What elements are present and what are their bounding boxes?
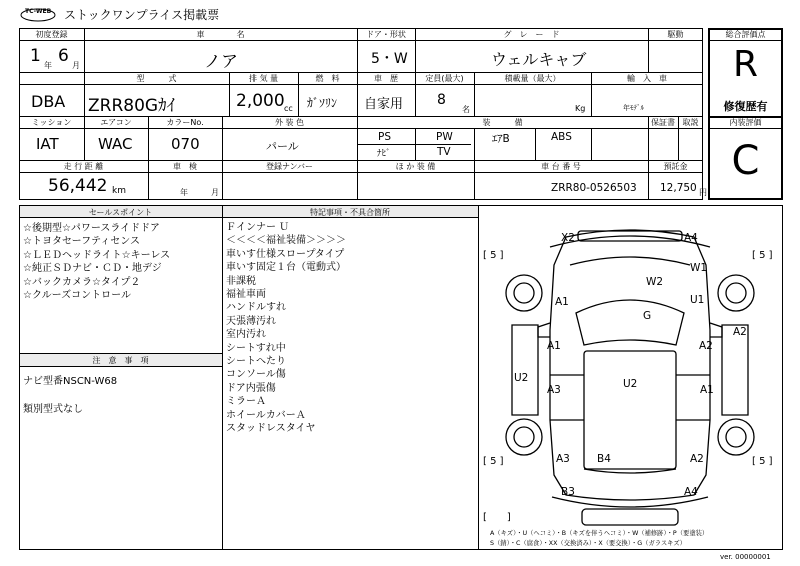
fuel-label: 燃 料 [315,74,340,83]
equipment-pw: PW [436,131,453,143]
notes-item: 類別型式なし [23,404,83,415]
list-item: ドア内張傷 [226,382,276,394]
model-prefix: DBA [31,92,66,111]
list-item: ☆後期型☆パワースライドドア [23,223,160,234]
first-reg-month: 6 [58,46,69,66]
damage-b4: B4 [597,453,611,465]
capacity-unit: 名 [462,105,470,114]
list-item: 室内汚れ [226,329,266,341]
list-item: スタッドレスタイヤ [226,423,316,434]
chassis-number: ZRR80-0526503 [551,182,637,194]
list-item: 福祉車両 [226,289,266,300]
capacity-label: 定員(最大) [425,74,464,83]
interior-rating: C [731,138,760,184]
list-item: 車いす固定１台（電動式） [226,262,346,274]
chassis-label: 車 台 番 号 [541,162,581,171]
mission-label: ミッション [31,118,72,127]
bracket-right-top: [ 5 ] [752,250,773,261]
usage: 自家用 [364,97,404,112]
first-reg-year-unit: 年 [44,61,52,70]
notes-item: ナビ型番NSCN-W68 [23,376,118,387]
exterior: パール [266,140,299,153]
list-item: シートへたり [226,356,286,367]
list-item: ハンドルすれ [226,302,286,314]
grade-label: グ レ ー ド [503,30,560,39]
list-item: ☆クルーズコントロール [23,290,131,301]
page-title: ストックワンプライス掲載票 [64,8,220,22]
aircon-label: エアコン [100,118,132,127]
equipment-abs: ABS [551,131,572,143]
first-reg-label: 初度登録 [35,30,68,39]
equipment-label: 装 備 [482,118,523,127]
mileage: 56,442 [48,176,108,196]
other-equipment-label: ほ か 装 備 [395,162,436,171]
list-item: ホイールカバーＡ [226,409,306,421]
mileage-label: 走 行 距 離 [63,162,104,171]
damage-a3-bottom: A3 [556,453,570,465]
list-item: ＜＜＜＜福祉装備＞＞＞＞ [226,235,346,247]
logo-text: TC-WEB [25,8,52,15]
model: ZRR80Gｶｲ [88,96,176,116]
equipment-tv: TV [437,146,451,158]
manual-label: 取説 [682,118,699,127]
list-item: ☆バックカメラ☆タイプ２ [23,276,141,288]
damage-b3: B3 [561,486,575,498]
import-year-label: 年ﾓﾃﾞﾙ [623,104,644,112]
inspection-year-unit: 年 [180,188,188,197]
overall-rating-note: 修復歴有 [723,100,768,113]
displacement: 2,000 [236,91,285,111]
damage-a1-left-front: A1 [555,296,569,308]
grade: ウェルキャブ [491,50,587,69]
price-unit: 円 [699,188,707,197]
mileage-unit: km [112,186,126,196]
doors: 5・W [371,51,408,67]
car-name-label: 車 名 [196,30,245,39]
doors-label: ドア・形状 [366,30,406,39]
bracket-left-bottom: [ 5 ] [483,456,504,467]
damage-w2: W2 [646,276,664,288]
displacement-label: 排 気 量 [248,74,279,83]
bracket-right-bottom: [ 5 ] [752,456,773,467]
damage-g: G [643,310,652,322]
car-name: ノア [204,52,238,72]
damage-a4-top: A4 [684,232,698,244]
first-reg-year: 1 [30,46,41,66]
list-item: ☆トヨタセーフティセンス [23,236,140,248]
list-item: 非課税 [226,275,256,287]
special-label: 特記事項・不具合箇所 [310,208,390,217]
damage-u2-left: U2 [514,372,529,384]
inspection-label: 車 検 [173,162,197,171]
exterior-label: 外 装 色 [274,118,305,127]
damage-a1-mid: A1 [547,340,561,352]
list-item: ☆ＬＥＤヘッドライト☆キーレス [23,249,171,261]
overall-rating: R [732,44,758,85]
version-label: ver. 00000001 [720,553,771,561]
price-label: 預託金 [663,162,688,171]
usage-label: 車 歴 [374,74,398,83]
list-item: シートすれ中 [226,342,286,354]
capacity: 8 [437,92,446,108]
damage-a1-right-rear: A1 [700,384,714,396]
fuel: ｶﾞｿﾘﾝ [307,96,338,110]
damage-x2: X2 [561,232,575,244]
load-unit: Kg [575,104,586,113]
damage-a4-bottom: A4 [684,486,698,498]
first-reg-month-unit: 月 [72,61,80,70]
list-item: 天張薄汚れ [226,315,276,327]
plate-label: 登録ナンバー [265,162,314,171]
warranty-label: 保証書 [651,118,675,127]
mission: IAT [36,135,59,153]
bracket-left-top: [ 5 ] [483,250,504,261]
logo [19,5,57,23]
interior-rating-label: 内装評価 [729,118,762,127]
equipment-ps: PS [378,131,391,143]
sales-points-label: セールスポイント [88,208,153,217]
import-label: 輸 入 車 [627,74,667,83]
list-item: ミラーＡ [226,396,266,408]
overall-rating-label: 総合評価点 [725,30,766,39]
damage-u2-center: U2 [623,378,638,390]
damage-w1: W1 [690,262,708,274]
notes-label: 注 意 事 項 [92,356,149,365]
list-item: ☆純正ＳＤナビ・ＣＤ・地デジ [23,263,162,275]
aircon: WAC [98,135,133,153]
equipment-navi: ﾅﾋﾞ [377,149,391,159]
damage-a3-mid: A3 [547,384,561,396]
damage-a2-mid: A2 [699,340,713,352]
displacement-unit: cc [284,104,293,113]
load-label: 積載量（最大） [504,74,561,83]
model-label: 型 式 [136,74,177,83]
bracket-spare: [ ] [483,512,511,523]
diagram-legend-line1: A（キズ）・U（ヘコミ）・B（キズを伴うヘコミ）・W（補修跡）・P（要塗装） [490,530,709,537]
damage-a2-bottom: A2 [690,453,704,465]
damage-u1: U1 [690,294,705,306]
list-item: コンソール傷 [226,369,286,381]
equipment-airbag: ｴｱB [492,133,510,145]
price: 12,750 [660,182,697,194]
drive-label: 駆動 [667,30,684,39]
damage-a2-right: A2 [733,326,747,338]
list-item: 車いす仕様スロープタイプ [226,248,345,260]
list-item: Ｆインナー Ｕ [226,222,290,233]
inspection-month-unit: 月 [211,188,219,197]
color-no: 070 [171,135,200,153]
color-no-label: カラーNo. [166,118,204,127]
diagram-legend-line2: S（錆）・C（腐食）・XX（交換済み）・X（要交換）・G（ガラスキズ） [490,540,686,547]
